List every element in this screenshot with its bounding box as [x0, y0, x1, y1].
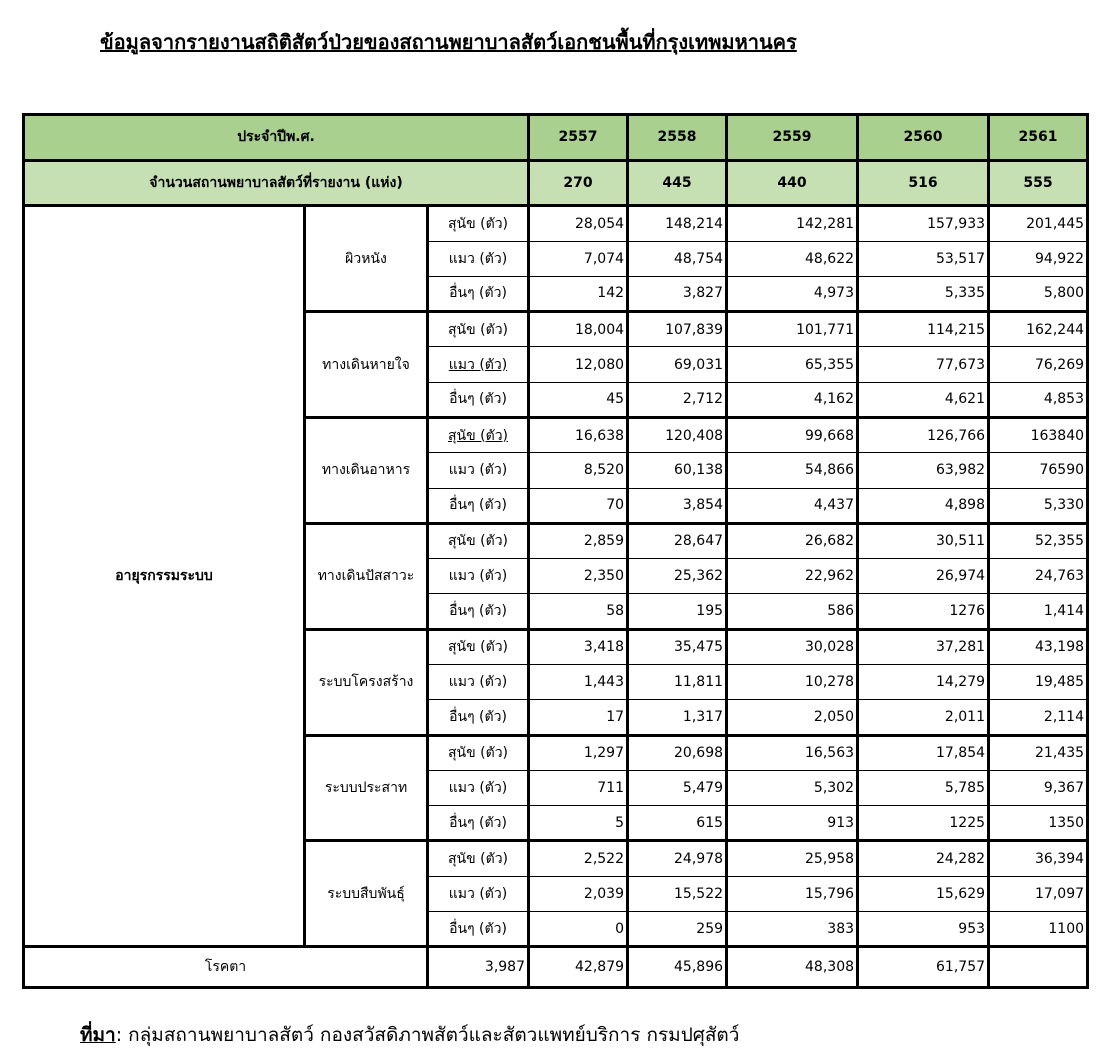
value-cell: 1276	[858, 594, 989, 629]
value-cell: 157,933	[858, 206, 989, 241]
value-cell: 120,408	[628, 417, 727, 452]
value-cell: 1,414	[989, 594, 1088, 629]
value-cell: 63,982	[858, 453, 989, 488]
value-cell: 5,330	[989, 488, 1088, 523]
value-cell: 99,668	[727, 417, 858, 452]
animal-label: แมว (ตัว)	[428, 664, 529, 699]
value-cell: 4,853	[989, 382, 1088, 417]
value-cell: 3,854	[628, 488, 727, 523]
value-cell: 48,622	[727, 241, 858, 276]
page-title: ข้อมูลจากรายงานสถิติสัตว์ป่วยของสถานพยาบาลสัตว์เอกชนพื้นที่กรุงเทพมหานคร	[100, 30, 797, 54]
value-cell: 5,302	[727, 770, 858, 805]
year-header-label: ประจำปีพ.ศ.	[24, 115, 529, 161]
value-cell: 126,766	[858, 417, 989, 452]
animal-label: สุนัข (ตัว)	[428, 841, 529, 876]
value-cell: 30,028	[727, 629, 858, 664]
clinic-count-2557: 270	[529, 160, 628, 206]
value-cell: 101,771	[727, 312, 858, 347]
value-cell: 48,754	[628, 241, 727, 276]
clinic-count-2558: 445	[628, 160, 727, 206]
value-cell: 5,800	[989, 276, 1088, 311]
value-cell: 24,978	[628, 841, 727, 876]
value-cell: 586	[727, 594, 858, 629]
value-cell: 2,050	[727, 700, 858, 735]
animal-label: สุนัข (ตัว)	[428, 735, 529, 770]
value-cell: 4,437	[727, 488, 858, 523]
value-cell: 4,621	[858, 382, 989, 417]
animal-label: แมว (ตัว)	[428, 559, 529, 594]
value-cell: 1,297	[529, 735, 628, 770]
value-cell: 35,475	[628, 629, 727, 664]
animal-label: อื่นๆ (ตัว)	[428, 806, 529, 841]
value-cell: 16,638	[529, 417, 628, 452]
animal-label: แมว (ตัว)	[428, 241, 529, 276]
category-label: ทางเดินอาหาร	[305, 417, 428, 523]
value-cell: 2,712	[628, 382, 727, 417]
value-cell: 913	[727, 806, 858, 841]
value-cell: 5,785	[858, 770, 989, 805]
animal-label: สุนัข (ตัว)	[428, 523, 529, 558]
source-note	[80, 1020, 739, 1050]
table-row	[24, 206, 1088, 241]
value-cell: 5,479	[628, 770, 727, 805]
value-cell: 36,394	[989, 841, 1088, 876]
source-colon: :	[115, 1024, 123, 1046]
value-cell: 28,647	[628, 523, 727, 558]
value-cell: 3,987	[428, 947, 529, 988]
value-cell: 52,355	[989, 523, 1088, 558]
source-text: กลุ่มสถานพยาบาลสัตว์ กองสวัสดิภาพสัตว์และสัตวแพทย์บริการ กรมปศุสัตว์	[122, 1024, 740, 1046]
value-cell: 195	[628, 594, 727, 629]
statistics-table	[22, 113, 1089, 989]
value-cell: 53,517	[858, 241, 989, 276]
animal-label: แมว (ตัว)	[428, 453, 529, 488]
value-cell: 5,335	[858, 276, 989, 311]
clinic-count-label: จำนวนสถานพยาบาลสัตว์ที่รายงาน (แห่ง)	[24, 160, 529, 206]
eye-disease-label: โรคตา	[24, 947, 428, 988]
year-2559: 2559	[727, 115, 858, 161]
value-cell: 19,485	[989, 664, 1088, 699]
value-cell: 3,418	[529, 629, 628, 664]
value-cell: 77,673	[858, 347, 989, 382]
value-cell: 3,827	[628, 276, 727, 311]
value-cell: 2,039	[529, 876, 628, 911]
value-cell: 17	[529, 700, 628, 735]
value-cell: 2,522	[529, 841, 628, 876]
value-cell: 5	[529, 806, 628, 841]
value-cell: 2,859	[529, 523, 628, 558]
value-cell: 21,435	[989, 735, 1088, 770]
value-cell: 4,973	[727, 276, 858, 311]
value-cell: 15,522	[628, 876, 727, 911]
animal-label: อื่นๆ (ตัว)	[428, 488, 529, 523]
value-cell: 16,563	[727, 735, 858, 770]
year-2560: 2560	[858, 115, 989, 161]
value-cell: 114,215	[858, 312, 989, 347]
clinic-count-2560: 516	[858, 160, 989, 206]
category-label: ระบบโครงสร้าง	[305, 629, 428, 735]
value-cell: 1,317	[628, 700, 727, 735]
animal-label: สุนัข (ตัว)	[428, 312, 529, 347]
animal-label: อื่นๆ (ตัว)	[428, 382, 529, 417]
value-cell: 0	[529, 911, 628, 946]
value-cell: 2,114	[989, 700, 1088, 735]
value-cell: 14,279	[858, 664, 989, 699]
value-cell: 28,054	[529, 206, 628, 241]
animal-label: สุนัข (ตัว)	[428, 417, 529, 452]
value-cell: 259	[628, 911, 727, 946]
value-cell: 7,074	[529, 241, 628, 276]
value-cell: 383	[727, 911, 858, 946]
value-cell: 22,962	[727, 559, 858, 594]
value-cell: 65,355	[727, 347, 858, 382]
value-cell: 4,162	[727, 382, 858, 417]
value-cell: 43,198	[989, 629, 1088, 664]
value-cell: 20,698	[628, 735, 727, 770]
value-cell: 45	[529, 382, 628, 417]
animal-label: อื่นๆ (ตัว)	[428, 700, 529, 735]
value-cell: 1100	[989, 911, 1088, 946]
value-cell: 163840	[989, 417, 1088, 452]
value-cell: 15,629	[858, 876, 989, 911]
value-cell: 1,443	[529, 664, 628, 699]
animal-label: อื่นๆ (ตัว)	[428, 594, 529, 629]
value-cell: 54,866	[727, 453, 858, 488]
source-label: ที่มา	[80, 1024, 116, 1046]
value-cell: 76,269	[989, 347, 1088, 382]
value-cell: 142,281	[727, 206, 858, 241]
value-cell: 37,281	[858, 629, 989, 664]
value-cell: 26,682	[727, 523, 858, 558]
value-cell: 4,898	[858, 488, 989, 523]
value-cell: 2,350	[529, 559, 628, 594]
value-cell: 11,811	[628, 664, 727, 699]
year-2557: 2557	[529, 115, 628, 161]
value-cell: 45,896	[628, 947, 727, 988]
value-cell: 10,278	[727, 664, 858, 699]
value-cell: 17,097	[989, 876, 1088, 911]
animal-label: สุนัข (ตัว)	[428, 206, 529, 241]
category-label: ระบบสืบพันธุ์	[305, 841, 428, 947]
value-cell: 76590	[989, 453, 1088, 488]
animal-label: อื่นๆ (ตัว)	[428, 276, 529, 311]
value-cell: 1225	[858, 806, 989, 841]
value-cell: 18,004	[529, 312, 628, 347]
value-cell: 2,011	[858, 700, 989, 735]
value-cell: 615	[628, 806, 727, 841]
year-2558: 2558	[628, 115, 727, 161]
value-cell: 9,367	[989, 770, 1088, 805]
value-cell: 69,031	[628, 347, 727, 382]
value-cell: 148,214	[628, 206, 727, 241]
value-cell: 26,974	[858, 559, 989, 594]
category-label: ผิวหนัง	[305, 206, 428, 312]
animal-label: สุนัข (ตัว)	[428, 629, 529, 664]
value-cell: 60,138	[628, 453, 727, 488]
value-cell: 48,308	[727, 947, 858, 988]
value-cell: 15,796	[727, 876, 858, 911]
value-cell: 8,520	[529, 453, 628, 488]
value-cell: 142	[529, 276, 628, 311]
value-cell: 162,244	[989, 312, 1088, 347]
category-label: ทางเดินหายใจ	[305, 312, 428, 418]
animal-label: แมว (ตัว)	[428, 876, 529, 911]
table-body	[24, 206, 1088, 988]
value-cell: 94,922	[989, 241, 1088, 276]
animal-label: แมว (ตัว)	[428, 770, 529, 805]
value-cell: 17,854	[858, 735, 989, 770]
value-cell: 711	[529, 770, 628, 805]
value-cell: 61,757	[858, 947, 989, 988]
value-cell: 42,879	[529, 947, 628, 988]
value-cell: 24,282	[858, 841, 989, 876]
year-2561: 2561	[989, 115, 1088, 161]
value-cell: 25,362	[628, 559, 727, 594]
category-label: ระบบประสาท	[305, 735, 428, 841]
value-cell: 25,958	[727, 841, 858, 876]
value-cell: 953	[858, 911, 989, 946]
value-cell: 58	[529, 594, 628, 629]
animal-label: แมว (ตัว)	[428, 347, 529, 382]
value-cell: 107,839	[628, 312, 727, 347]
value-cell: 1350	[989, 806, 1088, 841]
value-cell: 70	[529, 488, 628, 523]
value-cell: 30,511	[858, 523, 989, 558]
value-cell: 24,763	[989, 559, 1088, 594]
system-label: อายุรกรรมระบบ	[24, 206, 305, 947]
clinic-count-2561: 555	[989, 160, 1088, 206]
table-row	[24, 947, 1088, 988]
value-cell: 12,080	[529, 347, 628, 382]
value-cell: 201,445	[989, 206, 1088, 241]
category-label: ทางเดินปัสสาวะ	[305, 523, 428, 629]
clinic-count-2559: 440	[727, 160, 858, 206]
animal-label: อื่นๆ (ตัว)	[428, 911, 529, 946]
